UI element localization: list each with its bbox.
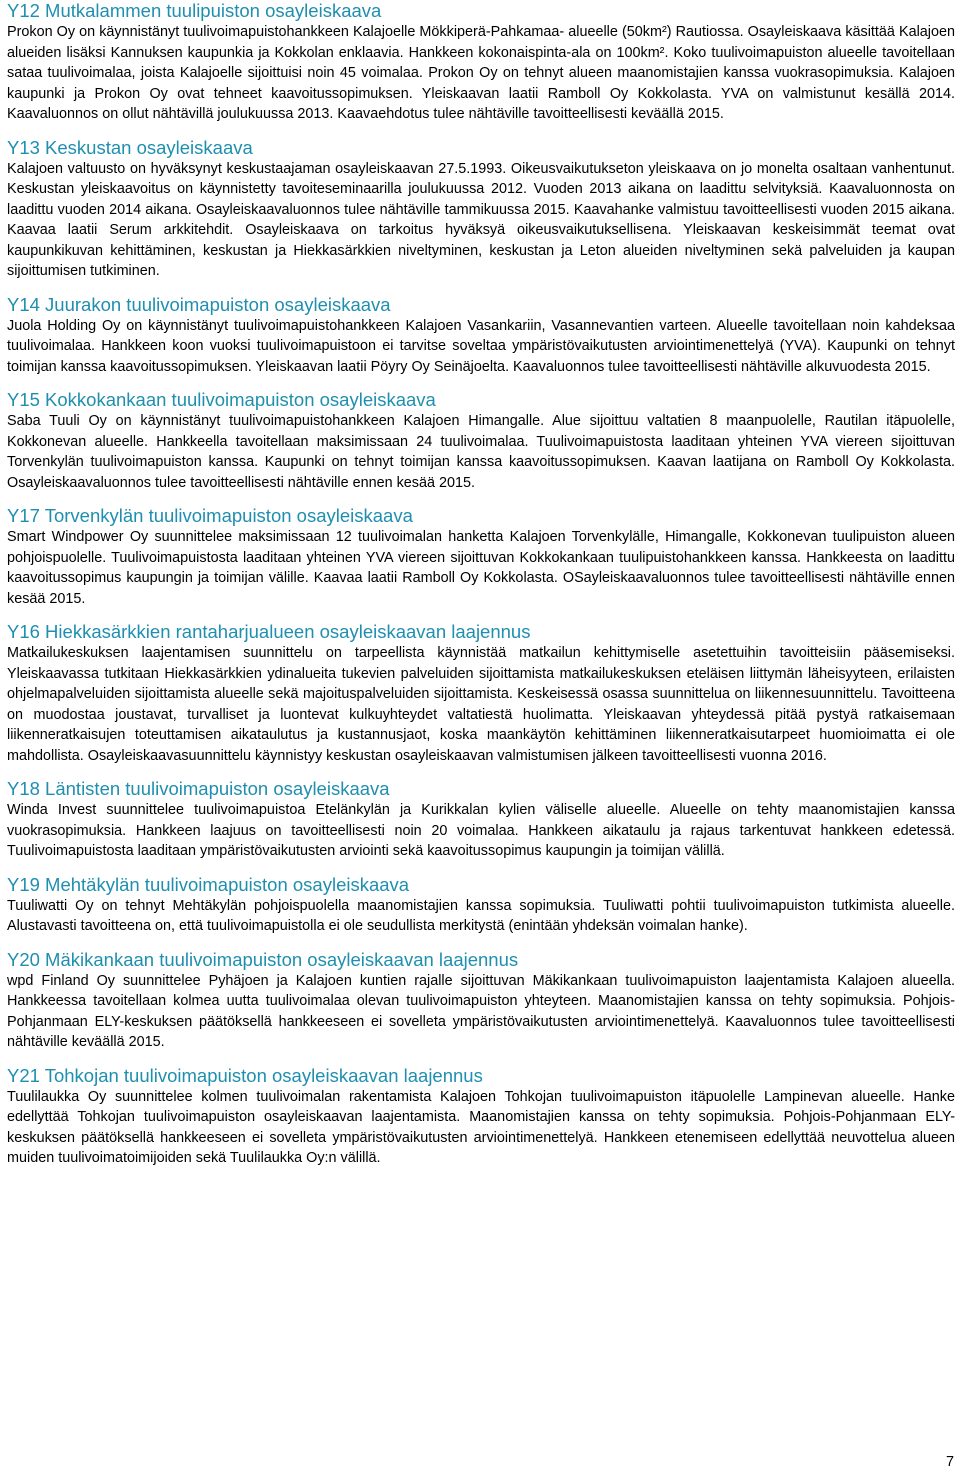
section-heading: Y19 Mehtäkylän tuulivoimapuiston osayleiskaava <box>7 873 410 895</box>
section-heading: Y20 Mäkikankaan tuulivoimapuiston osayleiskaavan laajennus <box>7 948 519 970</box>
section-body: Tuuliwatti Oy on tehnyt Mehtäkylän pohjoispuolella maanomistajien kanssa sopimuksia. Tuuliwatti pohtii tuulivoimapuiston tutkimista alueelle. Alustavasti tavoitteena on, että tuulivoimapuistolla ei ole seudullista merkitystä (enintään yhdeksän voimalan hanke). <box>7 897 955 934</box>
section-y19 <box>7 874 955 937</box>
document-page <box>7 0 955 1169</box>
section-y21 <box>7 1065 955 1169</box>
section-heading: Y12 Mutkalammen tuulipuiston osayleiskaava <box>7 0 382 21</box>
section-heading: Y13 Keskustan osayleiskaava <box>7 136 253 158</box>
section-body: Prokon Oy on käynnistänyt tuulivoimapuistohankkeen Kalajoelle Mökkiperä-Pahkamaa- alueelle (50km²) Rautiossa. Osayleiskaava käsittää Kalajoen alueiden lisäksi Kannuksen kaupunkia ja Kokkolan enklaavia. Hankkeen kokonaispinta-ala on 100km². Koko tuulivoimapuiston alueelle tavoitellaan sataa tuulivoimalaa, joista Kalajoelle sijoittuisi noin 45 voimalaa. Prokon Oy on tehnyt alueen maanomistajien kanssa vuokrasopimuksia. Kalajoen kaupunki ja Prokon Oy ovat tehneet kaavoitussopimuksen. Yleiskaavan laatii Ramboll Oy Kokkolasta. YVA on valmistunut kesällä 2014. Kaavaluonnos on ollut nähtävillä joulukuussa 2013. Kaavaehdotus tulee nähtäville tavoitteellisesti keväällä 2015. <box>7 24 955 122</box>
section-heading: Y17 Torvenkylän tuulivoimapuiston osayleiskaava <box>7 505 413 526</box>
section-body: Saba Tuuli Oy on käynnistänyt tuulivoimapuistohankkeen Kalajoen Himangalle. Alue sijoittuu valtatien 8 maanpuolelle, Rautilan itäpuolelle, Kokkonevan alueelle. Hankkeella tavoitellaan maksimissaan 24 tuulivoimalaa. Tuulivoimapuistosta laaditaan yhteinen YVA viereen sijoittuvan Torvenkylän tuulivoimapuiston kanssa. Kaupunki on tehnyt toimijan kanssa kaavoitussopimuksen. Kaavan laatijana on Ramboll Oy Kokkolasta. Osayleiskaavaluonnos tulee tavoitteellisesti nähtäville ennen kesää 2015. <box>7 413 955 491</box>
section-y16 <box>7 621 955 766</box>
section-heading: Y16 Hiekkasärkkien rantaharjualueen osayleiskaavan laajennus <box>7 621 531 642</box>
section-y14 <box>7 294 955 378</box>
section-body: Winda Invest suunnittelee tuulivoimapuistoa Etelänkylän ja Kurikkalan kylien väliselle alueelle. Alueelle on tehty maanomistajien kanssa vuokrasopimuksia. Hankkeen laajuus on tavoitteellisesti noin 20 voimalaa. Hankkeen aikataulu ja rajaus tarkentuvat hankkeen edetessä. Tuulivoimapuistosta laaditaan ympäristövaikutusten arviointi sekä kaavoitussopimus kaupungin ja toimijan välillä. <box>7 802 955 859</box>
section-y18 <box>7 778 955 862</box>
section-body: Tuulilaukka Oy suunnittelee kolmen tuulivoimalan rakentamista Kalajoen Tohkojan tuulivoimapuiston itäpuolelle Lampinevan alueelle. Hanke edellyttää Tohkojan tuulivoimapuiston osayleiskaavan laajentamista. Maanomistajien kanssa on tehty sopimuksia. Pohjois-Pohjanmaan ELY-keskuksen päätöksellä hankkeeseen ei sovelleta ympäristövaikutusten arviointimenettelyä. Hankkeen etenemiseen edellyttää neuvottelua alueen muiden tuulivoimatoimijoiden sekä Tuulilaukka Oy:n välillä. <box>7 1088 955 1166</box>
section-heading: Y15 Kokkokankaan tuulivoimapuiston osayleiskaava <box>7 389 436 410</box>
section-heading: Y14 Juurakon tuulivoimapuiston osayleiskaava <box>7 293 391 315</box>
section-body: Smart Windpower Oy suunnittelee maksimissaan 12 tuulivoimalan hanketta Kalajoen Torvenkylälle, Himangalle, Kokkonevan tuulipuiston alueen pohjoispuolelle. Tuulivoimapuistosta laaditaan yhteinen YVA viereen sijoittuvan Kokkokankaan tuulipuistohankkeen kanssa. Hankkeesta on laadittu kaavoitussopimus kaupungin ja toimijan välille. Kaavaa laatii Ramboll Oy Kokkolasta. OSayleiskaavaluonnos tulee tavoitteellisesti nähtäville ennen kesää 2015. <box>7 529 955 607</box>
section-heading: Y21 Tohkojan tuulivoimapuiston osayleiskaavan laajennus <box>7 1064 483 1086</box>
section-y12 <box>7 0 955 125</box>
section-heading: Y18 Läntisten tuulivoimapuiston osayleiskaava <box>7 778 390 799</box>
section-body: Juola Holding Oy on käynnistänyt tuulivoimapuistohankkeen Kalajoen Vasankariin, Vasannevantien varteen. Alueelle tavoitellaan noin kahdeksaa tuulivoimalaa. Hankkeen koon vuoksi tuulivoimapuistoon ei tarvitse soveltaa ympäristövaikutusten arviointimenettelyä (YVA). Kaupunki on tehnyt toimijan kanssa kaavoitussopimuksen. Yleiskaavan laatii Pöyry Oy Seinäjoelta. Kaavaluonnos tulee tavoitteellisesti nähtäville alkuvuodesta 2015. <box>7 317 955 375</box>
section-body: wpd Finland Oy suunnittelee Pyhäjoen ja Kalajoen kuntien rajalle sijoittuvan Mäkikankaan tuulivoimapuiston laajentamista Kalajoen alueella. Hankkeessa tavoitellaan kolmea uutta tuulivoimalaa olevan tuulivoimapuiston yhteyteen. Maanomistajien kanssa on tehty sopimuksia. Pohjois-Pohjanmaan ELY-keskuksen päätöksellä hankkeeseen ei sovelleta ympäristövaikutusten arviointimenettelyä. Kaavaluonnos tulee tavoitteellisesti nähtäville keväällä 2015. <box>7 972 955 1050</box>
page-number: 7 <box>945 1454 954 1470</box>
section-body: Kalajoen valtuusto on hyväksynyt keskustaajaman osayleiskaavan 27.5.1993. Oikeusvaikutukseton yleiskaava on jo monelta osaltaan vanhentunut. Keskustan yleiskaavoitus on käynnistetty tavoiteseminaarilla joulukuussa 2012. Vuoden 2013 aikana on laadittu selvityksiä. Kaavaluonnosta on laadittu vuoden 2014 aikana. Osayleiskaavaluonnos tulee nähtäville tammikuussa 2015. Kaavahanke valmistuu tavoitteellisesti vuoden 2015 aikana. Kaavaa laatii Serum arkkitehdit. Osayleiskaava on tarkoitus hyväksyä oikeusvaikutuksellisena. Yleiskaavan keskeisimmät teemat ovat kaupunkikuvan kehittäminen, keskustan ja Hiekkasärkkien niveltyminen, keskustan ja Leton alueiden niveltyminen sekä palveluiden ja kaupan sijoittumisen tutkiminen. <box>7 160 955 279</box>
section-body: Matkailukeskuksen laajentamisen suunnittelu on tarpeellista käynnistää matkailun kehittymiselle asetettuihin tavoitteisiin pääsemiseksi. Yleiskaavassa tutkitaan Hiekkasärkkien ydinalueita tukevien palveluiden sijoittamista matkailukeskuksen eteläisen liittymän läheisyyteen, erilaisten ohjelmapalveluiden sijoittamista alueelle sekä majoituspalveluiden sijoittamista. Keskeisessä osassa suunnittelua on liikennesuunnittelu. Tavoitteena on muodostaa joustavat, turvalliset ja luontevat kulkuyhteydet valtatiestä huolimatta. Yleiskaavan yhteydessä pitää pystyä ratkaisemaan liikenneratkaisujen toteuttamisen aikataulutus ja kustannusjaot, koska maankäytön kehittäminen liikenneratkaisutarpeet huomioimatta ei ole mahdollista. Osayleiskaavasuunnittelu käynnistyy keskustan osayleiskaavan valmistumisen jälkeen tavoitteellisesti vuonna 2016. <box>7 645 955 764</box>
section-y15 <box>7 389 955 493</box>
section-y13 <box>7 137 955 282</box>
section-y17 <box>7 505 955 609</box>
section-y20 <box>7 949 955 1053</box>
